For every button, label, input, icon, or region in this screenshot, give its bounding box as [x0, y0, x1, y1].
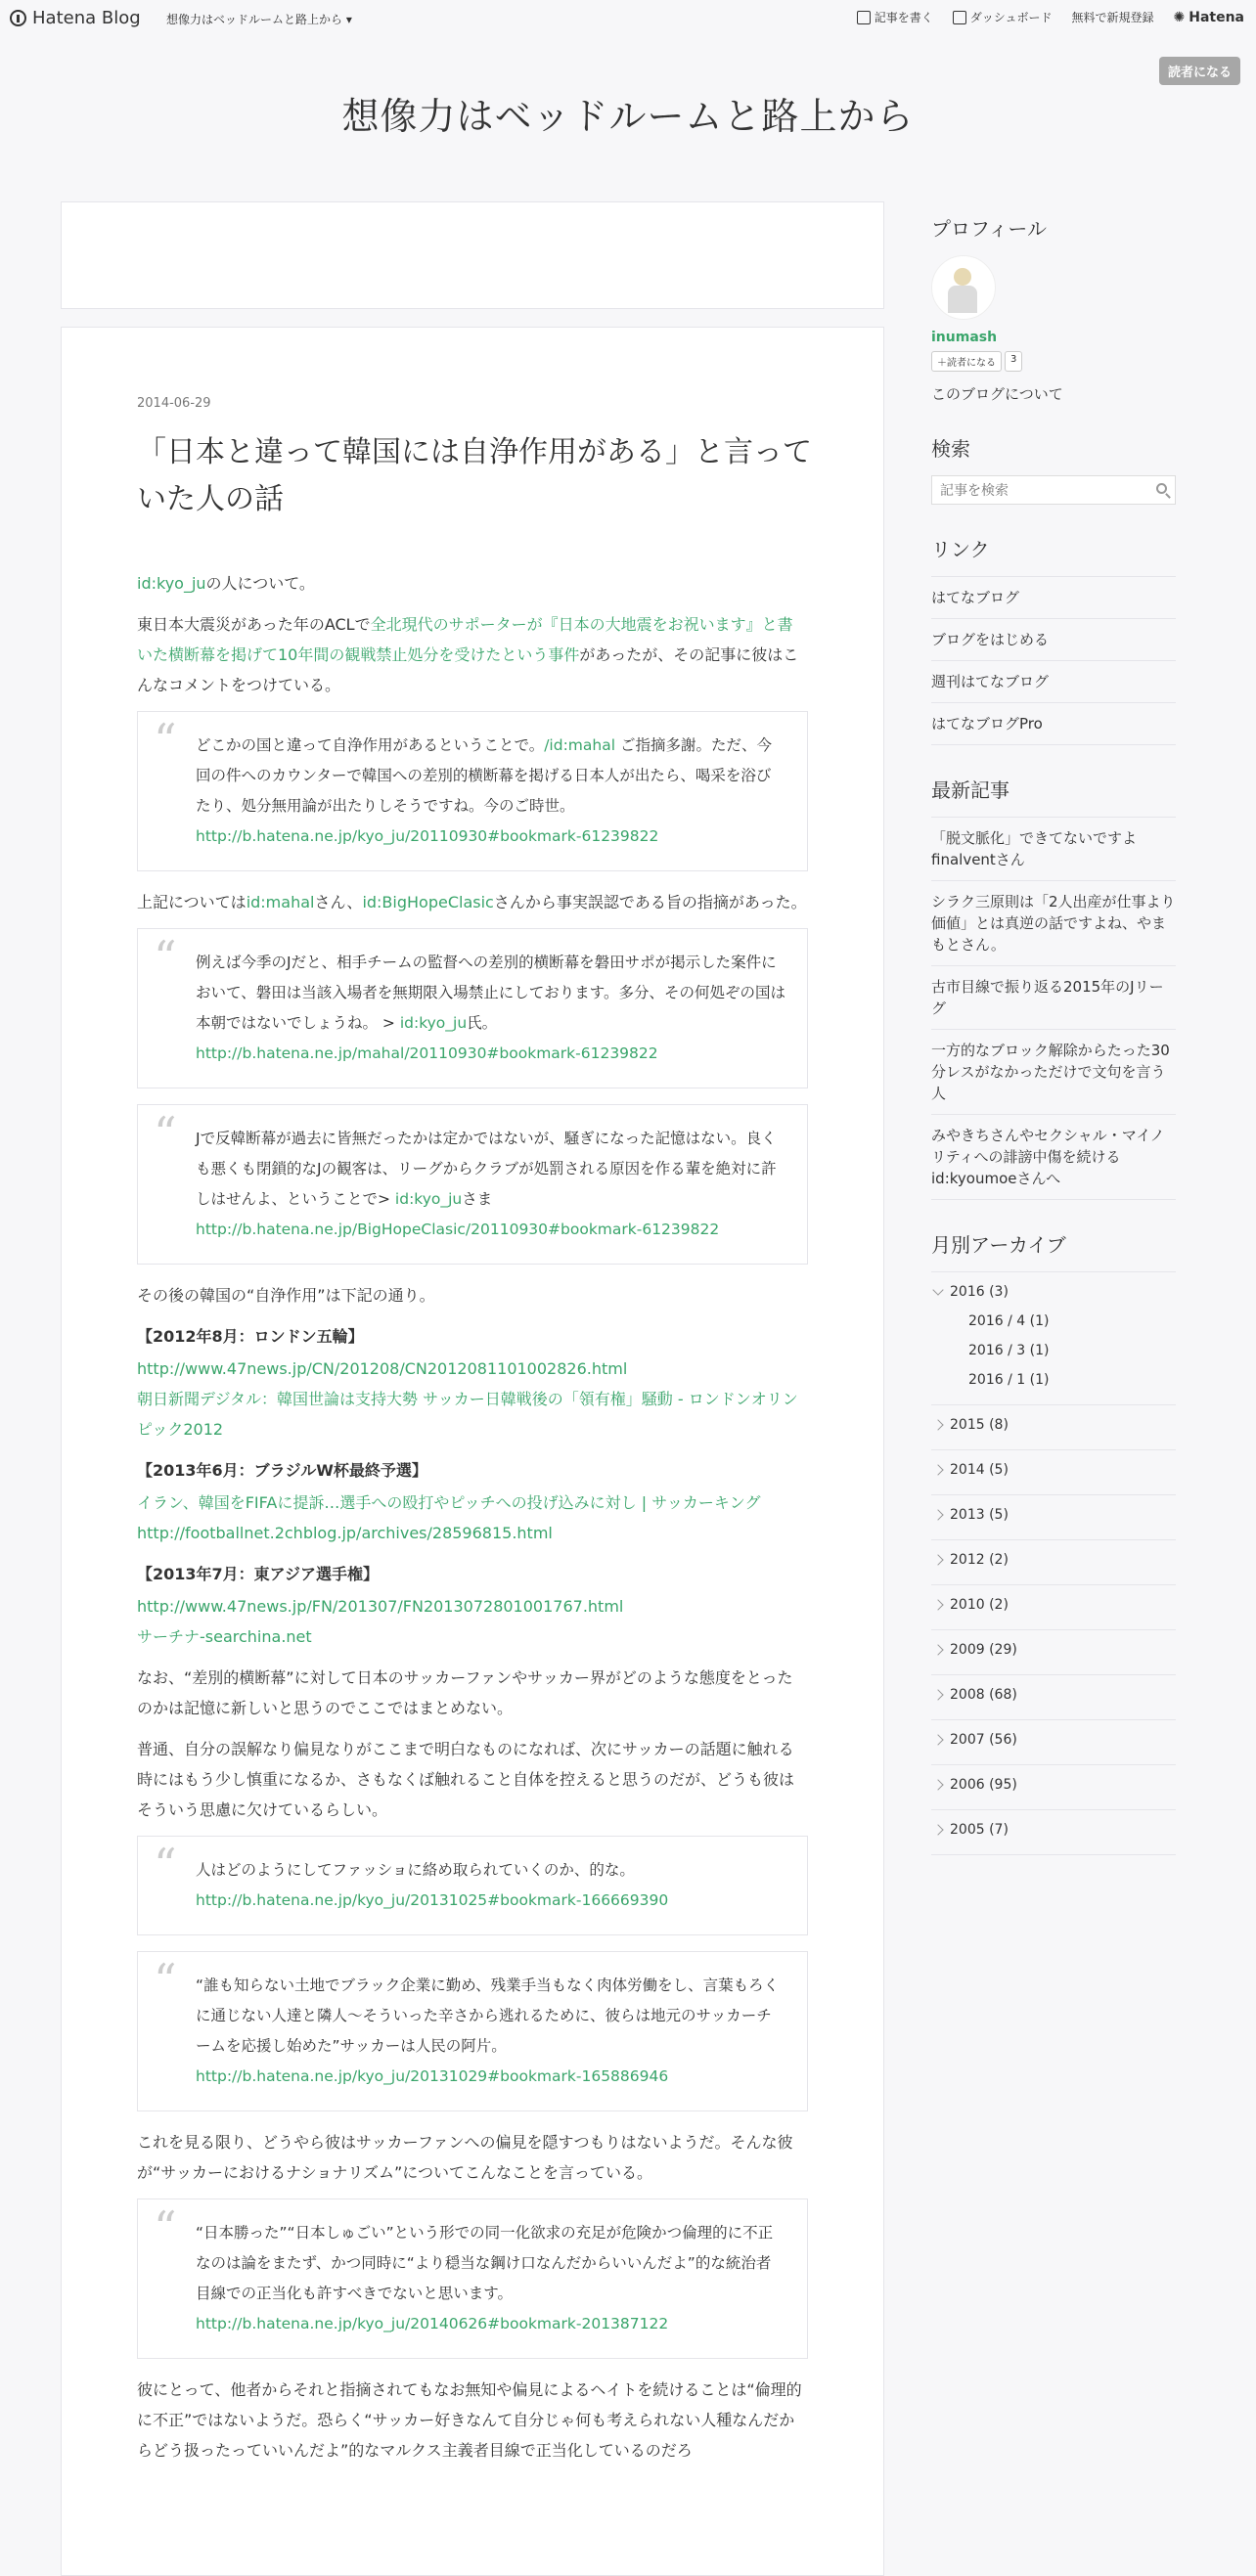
- news-link[interactable]: 朝日新聞デジタル：韓国世論は支持大勢 サッカー日韓戦後の「領有権」騒動 - ロンドンオリンピック2012: [137, 1390, 798, 1439]
- archive-year-toggle[interactable]: [931, 1283, 1176, 1301]
- dashboard-link[interactable]: [953, 9, 1053, 25]
- text: があったが、その記事に彼はこんなコメントをつけている。: [137, 645, 799, 694]
- chevron-right-icon: [932, 1824, 943, 1835]
- avatar[interactable]: [931, 255, 996, 320]
- blockquote: [137, 1104, 808, 1265]
- article: [61, 327, 884, 2576]
- search-box: [931, 475, 1176, 505]
- chevron-right-icon: [932, 1554, 943, 1565]
- archive-year-label: 2010 (2): [950, 1597, 1009, 1613]
- search-input[interactable]: [932, 476, 1144, 504]
- incident-link[interactable]: 全北現代のサポーターが『日本の大地震をお祝います』と書いた横断幕を掲げて10年間の観戦禁止処分を受けたという事件: [137, 615, 793, 664]
- chevron-right-icon: [932, 1509, 943, 1520]
- archive-title: 月別アーカイブ: [931, 1233, 1066, 1257]
- paragraph: その後の韓国の“自浄作用”は下記の通り。: [137, 1286, 435, 1305]
- avatar-body: [948, 286, 977, 313]
- archive-year-label: 2015 (8): [950, 1417, 1009, 1433]
- user-link[interactable]: id:kyo_ju: [137, 574, 206, 593]
- archive-year-label: 2007 (56): [950, 1732, 1017, 1748]
- quote-source-link[interactable]: http://b.hatena.ne.jp/mahal/20110930#bookmark-61239822: [196, 1044, 658, 1062]
- user-link[interactable]: /id:mahal: [544, 736, 616, 754]
- write-entry-label: 記事を書く: [874, 11, 933, 24]
- recent-module: [931, 775, 1176, 1200]
- dashboard-label: ダッシュボード: [969, 11, 1053, 24]
- user-link[interactable]: id:kyo_ju: [394, 1190, 463, 1208]
- blockquote: [137, 2198, 808, 2359]
- subscribe-small-button[interactable]: ＋読者になる: [931, 351, 1002, 372]
- text: 上記については: [137, 893, 247, 911]
- recent-item[interactable]: 「脱文脈化」できてないですよ finalventさん: [931, 818, 1176, 881]
- write-entry-link[interactable]: [857, 9, 933, 25]
- profile-title: プロフィール: [931, 217, 1047, 241]
- section-heading: 【2012年8月：ロンドン五輪】: [137, 1327, 364, 1346]
- subscriber-count[interactable]: 3: [1005, 351, 1022, 372]
- logo-text: Hatena Blog: [32, 8, 141, 28]
- archive-year[interactable]: [931, 1405, 1176, 1450]
- text: さん、: [314, 893, 363, 911]
- blog-title[interactable]: 想像力はベッドルームと路上から: [341, 95, 915, 138]
- search-title: 検索: [931, 437, 970, 461]
- hatena-blog-logo[interactable]: [10, 8, 141, 28]
- quote-text: Jで反韓断幕が過去に皆無だったかは定かではないが、騒ぎになった記憶はない。良くも悪くも閉鎖的なJの観客は、リーグからクラブが処罰される原因を作る輩を絶対に許しはせんよ、ということで>: [196, 1130, 777, 1208]
- news-link[interactable]: http://footballnet.2chblog.jp/archives/28596815.html: [137, 1524, 553, 1542]
- entry-date[interactable]: 2014-06-29: [137, 396, 211, 411]
- paragraph: これを見る限り、どうやら彼はサッカーファンへの偏見を隠すつもりはないようだ。そんな彼が“サッカーにおけるナショナリズム”についてこんなことを言っている。: [137, 2133, 793, 2182]
- archive-month[interactable]: 2016 / 4 (1): [968, 1313, 1050, 1329]
- avatar-head: [954, 268, 971, 286]
- quote-text: 氏。: [467, 1014, 498, 1032]
- paragraph: [137, 887, 808, 917]
- archive-month[interactable]: 2016 / 3 (1): [968, 1343, 1050, 1358]
- section: [137, 1559, 808, 1652]
- quote-icon: “: [154, 931, 177, 984]
- paragraph: [137, 609, 808, 700]
- entry-title[interactable]: 「日本と違って韓国には自浄作用がある」と言っていた人の話: [137, 435, 812, 516]
- section-heading: 【2013年7月：東アジア選手権】: [137, 1565, 380, 1583]
- recent-item[interactable]: シラク三原則は「2人出産が仕事より価値」とは真逆の話ですよね、やまもとさん。: [931, 881, 1176, 966]
- link-item[interactable]: はてなブログ: [931, 577, 1176, 619]
- quote-icon: “: [154, 1954, 177, 2007]
- text: の人について。: [205, 574, 315, 593]
- archive-year[interactable]: [931, 1630, 1176, 1675]
- recent-title: 最新記事: [931, 778, 1009, 802]
- quote-text: ご指摘多謝。ただ、今回の件へのカウンターで韓国への差別的横断幕を掲げる日本人が出たら、喝采を浴びたり、処分無用論が出たりしそうですね。今のご時世。: [196, 736, 772, 815]
- header-actions: [857, 9, 1244, 25]
- hatena-brand-link[interactable]: [1174, 10, 1245, 25]
- profile-module: [931, 213, 1176, 404]
- text: 東日本大震災があった年のACLで: [137, 615, 371, 634]
- chevron-right-icon: [932, 1689, 943, 1700]
- quote-icon: “: [154, 2201, 177, 2254]
- recent-item[interactable]: 古市目線で振り返る2015年のJリーグ: [931, 966, 1176, 1030]
- paragraph: 彼にとって、他者からそれと指摘されてもなお無知や偏見によるヘイトを続けることは“倫理的に不正”ではないようだ。恐らく“サッカー好きなんて自分じゃ何も考えられない人種なんだからどう扱ったっていいんだよ”的なマルクス主義者目線で正当化しているのだろ: [137, 2380, 802, 2460]
- quote-source-link[interactable]: http://b.hatena.ne.jp/kyo_ju/20140626#bookmark-201387122: [196, 2315, 669, 2332]
- user-link[interactable]: id:mahal: [246, 893, 315, 911]
- news-link[interactable]: http://www.47news.jp/FN/201307/FN2013072801001767.html: [137, 1597, 624, 1616]
- blockquote: [137, 1836, 808, 1935]
- archive-year[interactable]: [931, 1540, 1176, 1585]
- archive-year-label: 2016 (3): [950, 1284, 1009, 1300]
- search-module: [931, 433, 1176, 505]
- section-heading: 【2013年6月：ブラジルW杯最終予選】: [137, 1461, 427, 1480]
- paragraph: なお、“差別的横断幕”に対して日本のサッカーファンやサッカー界がどのような態度をとったのかは記憶に新しいと思うのでここではまとめない。: [137, 1668, 793, 1717]
- news-link[interactable]: イラン、韓国をFIFAに提訴…選手への殴打やピッチへの投げ込みに対し | サッカーキング: [137, 1493, 761, 1512]
- quote-text: “誰も知らない土地でブラック企業に勤め、残業手当もなく肉体労働をし、言葉もろくに通じない人達と隣人〜そういった辛さから逃れるために、彼らは地元のサッカーチームを応援し始めた”サッカーは人民の阿片。: [196, 1976, 780, 2055]
- hatena-logo-icon: [10, 10, 26, 26]
- subscribe-row: [931, 351, 1176, 372]
- recent-list: [931, 817, 1176, 1200]
- archive-year-label: 2012 (2): [950, 1552, 1009, 1568]
- link-item[interactable]: はてなブログPro: [931, 703, 1176, 745]
- about-blog-link[interactable]: このブログについて: [931, 385, 1063, 403]
- entry-content: [137, 568, 808, 2476]
- chevron-right-icon: [932, 1419, 943, 1430]
- section: [137, 1455, 808, 1548]
- chevron-right-icon: [932, 1644, 943, 1655]
- archive-year[interactable]: [931, 1495, 1176, 1540]
- text: さんから事実誤認である旨の指摘があった。: [493, 893, 807, 911]
- global-header: [0, 0, 1256, 39]
- hatena-sun-icon: ✺: [1173, 9, 1186, 25]
- search-icon[interactable]: [1156, 483, 1167, 494]
- quote-icon: “: [154, 1839, 177, 1891]
- archive-year[interactable]: [931, 1810, 1176, 1855]
- blockquote: [137, 1951, 808, 2111]
- recent-item[interactable]: みやきちさんやセクシャル・マイノリティへの誹謗中傷を続けるid:kyoumoeさんへ: [931, 1115, 1176, 1200]
- archive-month[interactable]: 2016 / 1 (1): [968, 1372, 1050, 1388]
- archive-year-label: 2006 (95): [950, 1777, 1017, 1793]
- link-item[interactable]: ブログをはじめる: [931, 619, 1176, 661]
- profile-username[interactable]: inumash: [931, 330, 998, 345]
- quote-source-link[interactable]: http://b.hatena.ne.jp/kyo_ju/20131029#bookmark-165886946: [196, 2067, 669, 2085]
- archive-year-label: 2013 (5): [950, 1507, 1009, 1523]
- user-link[interactable]: id:BigHopeClasic: [362, 893, 494, 911]
- quote-source-link[interactable]: http://b.hatena.ne.jp/BigHopeClasic/20110930#bookmark-61239822: [196, 1221, 720, 1238]
- archive-module: [931, 1229, 1176, 1855]
- chevron-right-icon: [932, 1464, 943, 1475]
- archive-year[interactable]: [931, 1675, 1176, 1720]
- quote-text: 例えば今季のJだと、相手チームの監督への差別的横断幕を磐田サポが掲示した案件において、磐田は当該入場者を無期限入場禁止にしております。多分、その何処ぞの国は本朝ではないでしょうね。 >: [196, 954, 785, 1032]
- quote-icon: “: [154, 1107, 177, 1160]
- links-list: [931, 576, 1176, 745]
- blog-name-dropdown[interactable]: 想像力はベッドルームと路上から ▾: [166, 13, 352, 26]
- archive-year[interactable]: [931, 1450, 1176, 1495]
- pencil-icon: [857, 11, 871, 24]
- chevron-right-icon: [932, 1734, 943, 1745]
- ad-area: [61, 201, 884, 309]
- links-module: [931, 534, 1176, 745]
- chevron-right-icon: [932, 1779, 943, 1790]
- archive-list: [931, 1271, 1176, 1855]
- archive-year-label: 2009 (29): [950, 1642, 1017, 1658]
- sidebar: [931, 213, 1176, 1885]
- archive-year[interactable]: [931, 1585, 1176, 1630]
- user-link[interactable]: id:kyo_ju: [399, 1014, 468, 1032]
- hatena-brand-label: Hatena: [1189, 9, 1244, 25]
- news-link[interactable]: サーチナ-searchina.net: [137, 1627, 312, 1646]
- chevron-down-icon: [932, 1284, 943, 1295]
- archive-year[interactable]: [931, 1720, 1176, 1765]
- archive-year: [931, 1272, 1176, 1405]
- blockquote: [137, 711, 808, 871]
- paragraph: 普通、自分の誤解なり偏見なりがここまで明白なものになれば、次にサッカーの話題に触れる時にはもう少し慎重になるか、さもなくば触れること自体を控えると思うのだが、どうも彼はそういう思慮に欠けているらしい。: [137, 1740, 795, 1819]
- quote-text: さま: [462, 1190, 493, 1208]
- quote-source-link[interactable]: http://b.hatena.ne.jp/kyo_ju/20131025#bookmark-166669390: [196, 1891, 669, 1909]
- link-item[interactable]: 週刊はてなブログ: [931, 661, 1176, 703]
- quote-text: “日本勝った”“日本しゅごい”という形での同一化欲求の充足が危険かつ倫理的に不正なのは論をまたず、かつ同時に“より穏当な鋼け口なんだからいいんだよ”的な統治者目線での正当化も許すべきでないと思います。: [196, 2224, 774, 2302]
- blockquote: [137, 928, 808, 1088]
- quote-text: どこかの国と違って自浄作用があるということで。: [196, 736, 545, 754]
- section: [137, 1321, 808, 1444]
- recent-item[interactable]: 一方的なブロック解除からたった30分レスがなかっただけで文句を言う人: [931, 1030, 1176, 1115]
- chevron-right-icon: [932, 1599, 943, 1610]
- dashboard-icon: [953, 11, 966, 24]
- subscribe-button[interactable]: 読者になる: [1159, 57, 1240, 85]
- archive-year[interactable]: [931, 1765, 1176, 1810]
- paragraph: [137, 568, 808, 599]
- archive-year-label: 2014 (5): [950, 1462, 1009, 1478]
- quote-text: 人はどのようにしてファッショに絡め取られていくのか、的な。: [196, 1861, 635, 1879]
- subscribe-small-label: 読者になる: [947, 358, 996, 369]
- quote-source-link[interactable]: http://b.hatena.ne.jp/kyo_ju/20110930#bookmark-61239822: [196, 827, 659, 845]
- quote-icon: “: [154, 714, 177, 767]
- archive-year-label: 2008 (68): [950, 1687, 1017, 1703]
- archive-year-label: 2005 (7): [950, 1822, 1009, 1838]
- register-link[interactable]: 無料で新規登録: [1071, 11, 1154, 24]
- links-title: リンク: [931, 538, 990, 561]
- news-link[interactable]: http://www.47news.jp/CN/201208/CN2012081101002826.html: [137, 1359, 628, 1378]
